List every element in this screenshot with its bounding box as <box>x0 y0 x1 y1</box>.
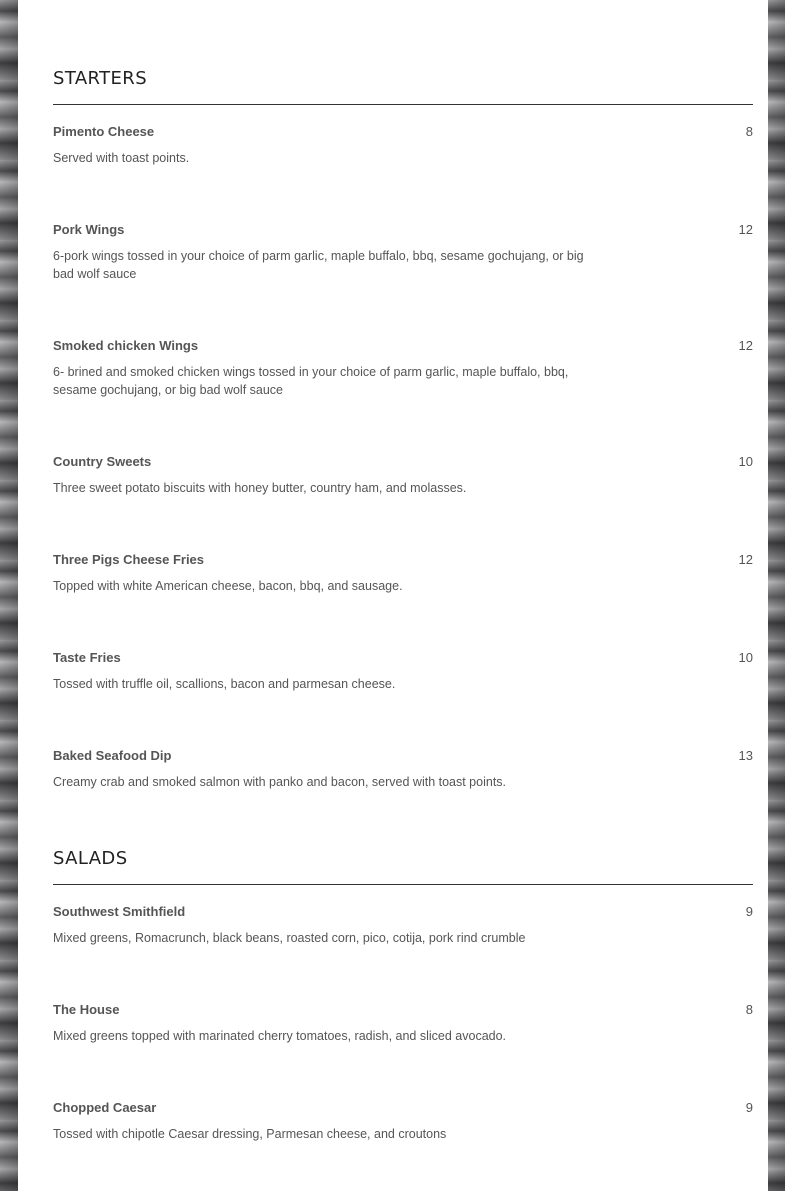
menu-item-price: 8 <box>745 1002 753 1017</box>
menu-item-price: 10 <box>738 650 753 665</box>
section-title-salads: SALADS <box>53 848 128 869</box>
menu-item-name: Country Sweets <box>53 454 152 469</box>
menu-item-description: 6- brined and smoked chicken wings tossed in your choice of parm garlic, maple buffalo, bbq, sesame gochujang, or big bad wolf sauce <box>53 365 569 397</box>
menu-item-name: Pimento Cheese <box>53 124 155 139</box>
background-photo-right <box>768 0 785 1191</box>
menu-item-price: 10 <box>738 454 753 469</box>
menu-item-name: Pork Wings <box>53 222 125 237</box>
menu-item-description: Tossed with chipotle Caesar dressing, Parmesan cheese, and croutons <box>53 1127 447 1141</box>
menu-item-description: Mixed greens topped with marinated cherry tomatoes, radish, and sliced avocado. <box>53 1029 507 1043</box>
section-title-starters: STARTERS <box>53 68 148 89</box>
menu-item-description: Mixed greens, Romacrunch, black beans, roasted corn, pico, cotija, pork rind crumble <box>53 931 526 945</box>
menu-item-name: Chopped Caesar <box>53 1100 157 1115</box>
menu-item-price: 13 <box>738 748 753 763</box>
menu-item-price: 12 <box>738 552 753 567</box>
menu-item-name: Baked Seafood Dip <box>53 748 172 763</box>
menu-page <box>18 0 768 1191</box>
menu-item-name: Three Pigs Cheese Fries <box>53 552 205 567</box>
menu-item-name: Taste Fries <box>53 650 121 665</box>
menu-item-price: 9 <box>745 904 753 919</box>
menu-item-price: 9 <box>745 1100 753 1115</box>
section-divider <box>53 104 753 105</box>
menu-item-price: 8 <box>745 124 753 139</box>
menu-item-description: Topped with white American cheese, bacon, bbq, and sausage. <box>53 579 403 593</box>
menu-item-price: 12 <box>738 338 753 353</box>
menu-item-description: 6-pork wings tossed in your choice of parm garlic, maple buffalo, bbq, sesame gochujang, or big bad wolf sauce <box>53 249 584 281</box>
menu-item-description: Tossed with truffle oil, scallions, bacon and parmesan cheese. <box>53 677 396 691</box>
menu-item-name: Smoked chicken Wings <box>53 338 199 353</box>
background-photo-left <box>0 0 18 1191</box>
menu-item-description: Three sweet potato biscuits with honey butter, country ham, and molasses. <box>53 481 467 495</box>
menu-item-price: 12 <box>738 222 753 237</box>
section-divider <box>53 884 753 885</box>
menu-item-description: Served with toast points. <box>53 151 190 165</box>
menu-item-name: The House <box>53 1002 120 1017</box>
menu-item-name: Southwest Smithfield <box>53 904 186 919</box>
menu-item-description: Creamy crab and smoked salmon with panko and bacon, served with toast points. <box>53 775 507 789</box>
